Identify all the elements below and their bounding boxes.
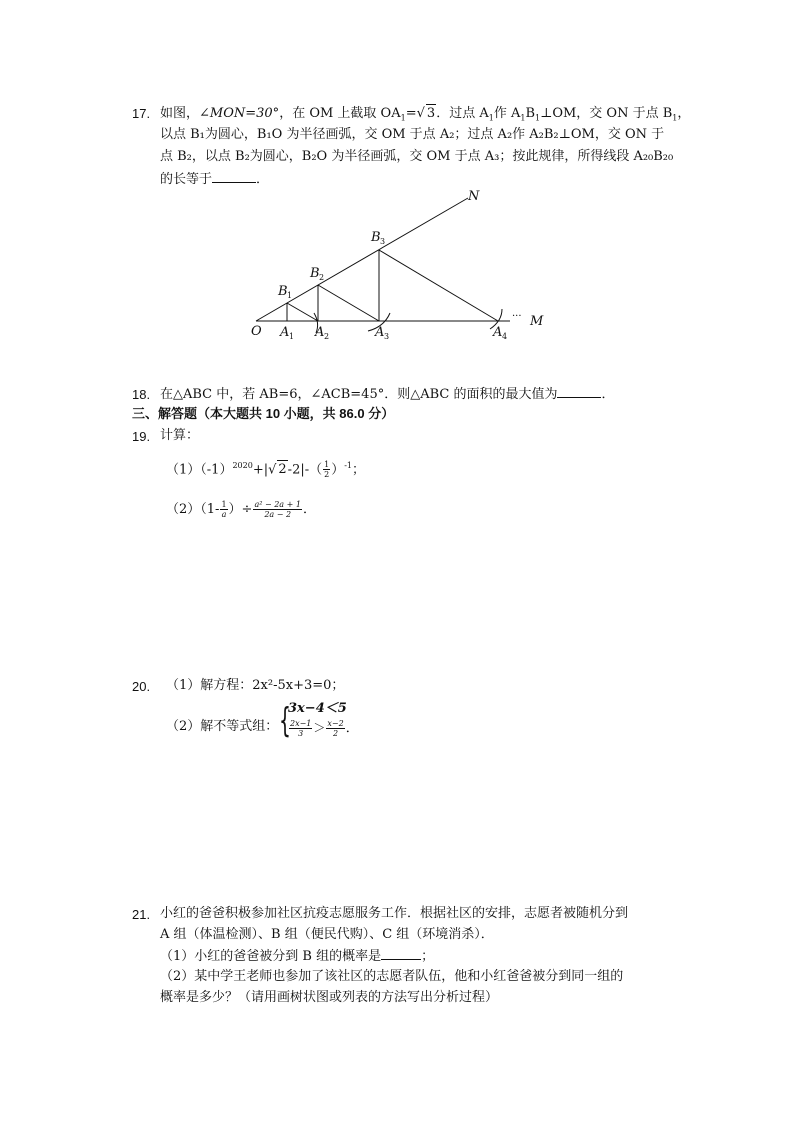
sqrt-symbol: √: [268, 462, 277, 478]
label-o: O: [251, 324, 262, 339]
label-dots: ···: [512, 311, 522, 322]
segment-b3a4: [379, 250, 498, 321]
svg-text:1: 1: [289, 332, 295, 341]
answer-blank: [557, 385, 601, 398]
q20-part1: （1）解方程：2x²-5x+3=0；: [166, 678, 345, 693]
sqrt-symbol: √: [416, 106, 425, 121]
svg-text:2: 2: [324, 332, 330, 341]
q20-part2: （2）解不等式组：: [166, 719, 279, 734]
q21-part2a: （2）某中学王老师也参加了该社区的志愿者队伍，他和小红爸爸被分到同一组的: [160, 969, 624, 984]
q18-text: 在△ABC 中，若 AB=6，∠ACB=45°．则△ABC 的面积的最大值为 ．: [160, 387, 615, 402]
label-a1: A: [280, 325, 290, 340]
fraction-one-half: $\frac{1}{2}$: [324, 460, 330, 480]
q17-line3: 点 B₂，以点 B₂为圆心，B₂O 为半径画弧，交 OM 于点 A₃；按此规律，所得线段 A₂₀B₂₀: [160, 149, 674, 164]
q19-number: 19.: [132, 429, 151, 444]
q17-figure: [240, 185, 560, 350]
ray-on: [256, 198, 468, 321]
fraction-one-over-a: $\frac{1}{a}$: [221, 500, 227, 519]
inequality-1: 3x−4＜5: [288, 701, 347, 716]
q21-part1: （1）小红的爸爸被分到 B 组的概率是 ；: [160, 949, 435, 964]
q18-number: 18.: [132, 387, 151, 402]
segment-b1a2: [287, 303, 318, 321]
q21-line2: A 组（体温检测）、B 组（便民代购）、C 组（环境消杀）．: [160, 927, 494, 942]
q17-line2: 以点 B₁为圆心，B₁O 为半径画弧，交 OM 于点 A₂；过点 A₂作 A₂B₂⊥OM，交 ON 于: [160, 127, 665, 142]
label-m: M: [530, 314, 544, 329]
svg-text:3: 3: [380, 237, 386, 246]
q21-number: 21.: [132, 907, 151, 922]
q17-line1: 如图，∠MON=30°，在 OM 上截取 $OA_1=√$ 3．过点 $A_1$作 $A_1B_1\perp OM$，交 ON 于点 $B_1$，: [160, 106, 691, 123]
svg-text:3: 3: [384, 332, 390, 341]
q19-part1: $(1)(-1)^{2020}+|√$ 2-2|-（ $\frac{1}{2}$ ）$^{-1}$；: [166, 460, 366, 480]
section-title: 三、解答题（本大题共 10 小题，共 86.0 分）: [132, 406, 395, 421]
q19-title: 计算：: [160, 428, 200, 443]
label-a4: A: [493, 325, 503, 340]
q19-part2: （2）（1- $\frac{1}{a}$ ）÷ $\frac{\text{a² − 2a + 1}}{2a - 2}$ ．: [166, 500, 316, 519]
label-a2: A: [315, 325, 325, 340]
label-b1: B: [278, 284, 288, 299]
q21-part2b: 概率是多少？（请用画树状图或列表的方法写出分析过程）: [160, 990, 499, 1005]
svg-text:2: 2: [319, 273, 325, 282]
answer-blank: [381, 947, 421, 960]
label-b3: B: [371, 230, 381, 245]
fraction-quadratic: $\frac{\text{a² − 2a + 1}}{2a - 2}$: [254, 500, 301, 519]
q20-number: 20.: [132, 679, 151, 694]
left-brace: {: [279, 701, 291, 741]
answer-blank: [212, 170, 256, 183]
q21-line1: 小红的爸爸积极参加社区抗疫志愿服务工作．根据社区的安排，志愿者被随机分到: [160, 906, 629, 921]
q17-number: 17.: [132, 106, 151, 121]
label-a3: A: [375, 325, 385, 340]
segment-b2a3: [318, 285, 379, 321]
svg-text:1: 1: [287, 291, 293, 300]
label-b2: B: [310, 266, 320, 281]
inequality-2: $\frac{2x-1}{3}$ ＞ $\frac{x-2}{2}$ ．: [290, 719, 359, 738]
label-n: N: [468, 189, 480, 204]
svg-text:4: 4: [502, 332, 508, 341]
q17-line4: 的长等于 ．: [160, 172, 270, 187]
